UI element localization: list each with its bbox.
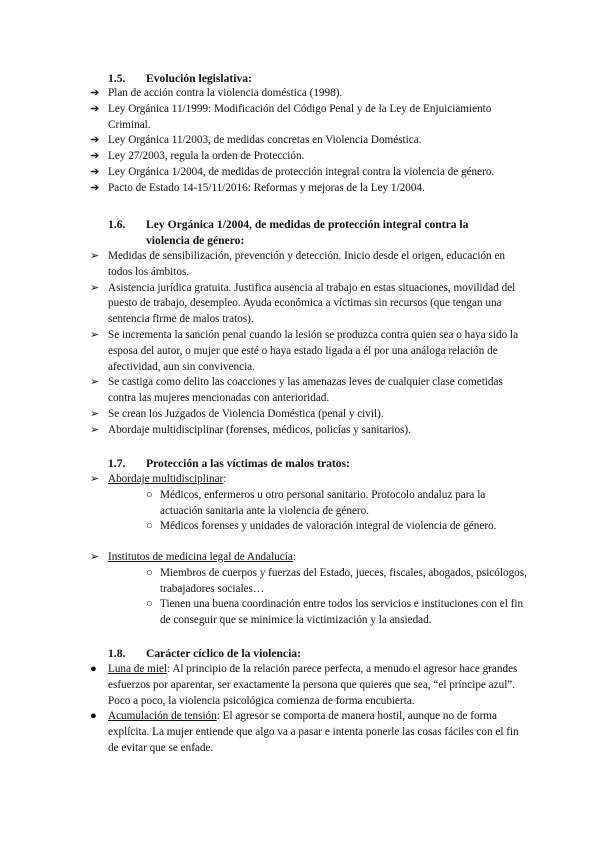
section-title: Protección a las víctimas de malos tratos: xyxy=(146,457,350,470)
section-number: 1.8. xyxy=(108,647,126,660)
list-item: ➢ Institutos de medicina legal de Andalucía: ○ Miembros de cuerpos y fuerzas del Estado, jueces, fiscales, abogados, psicólogos, trabajadores sociales… ○ Tienen una buena coordinación entre todos los servicios e instituciones con el fin de conseguir que se minimice la victimización y la ansiedad. xyxy=(90,550,530,629)
section-number: 1.7. xyxy=(108,457,126,470)
section-heading-1-5 xyxy=(108,71,252,87)
section-heading-1-8 xyxy=(108,646,301,662)
list-item: ➔ Ley Orgánica 1/2004, de medidas de protección integral contra la violencia de género. xyxy=(90,165,530,181)
section-title-continued: violencia de género: xyxy=(146,233,245,247)
list-item: ➢ Abordaje multidisciplinar (forenses, médicos, policías y sanitarios). xyxy=(90,423,530,439)
sub-list-item: ○ Miembros de cuerpos y fuerzas del Estado, jueces, fiscales, abogados, psicólogos, trabajadores sociales… xyxy=(146,566,527,595)
arrow-icon: ➔ xyxy=(90,150,100,163)
arrowhead-icon: ➢ xyxy=(90,407,100,420)
victim-protection-group-2 xyxy=(90,550,530,629)
list-item: ➔ Pacto de Estado 14-15/11/2016: Reformas y mejoras de la Ley 1/2004. xyxy=(90,181,530,197)
list-item: ➢ Se castiga como delito las coacciones y las amenazas leves de cualquier clase cometidas contra las mujeres mencionadas con anterioridad. xyxy=(90,376,503,405)
sub-list xyxy=(108,566,530,629)
law-measures-list xyxy=(90,249,530,439)
section-title: Carácter cíclico de la violencia: xyxy=(146,647,301,660)
arrow-icon: ➔ xyxy=(90,87,100,99)
list-item: ➢ Abordaje multidisciplinar: ○ Médicos, enfermeros u otro personal sanitario. Protocolo andaluz para la actuación sanitaria ante la violencia de género. ○ Médicos forenses y unidades de valoración integral de violencia de género. xyxy=(90,472,530,535)
victim-protection-group-1 xyxy=(90,472,530,535)
list-item: ➢ Asistencia jurídica gratuita. Justifica ausencia al trabajo en estas situaciones, movilidad del puesto de trabajo, desempleo. Ayuda económica a víctimas sin recursos (que tengan una sentencia firme de malos tratos). xyxy=(90,281,516,326)
arrowhead-icon: ➢ xyxy=(90,376,100,389)
arrow-icon: ➔ xyxy=(90,165,100,178)
section-number: 1.6. xyxy=(108,218,126,231)
list-item: ➢ Se crean los Juzgados de Violencia Doméstica (penal y civil). xyxy=(90,407,530,423)
circle-bullet-icon: ○ xyxy=(146,598,153,611)
arrowhead-icon: ➢ xyxy=(90,250,100,262)
arrowhead-icon: ➢ xyxy=(90,281,100,294)
list-item: ➢ Medidas de sensibilización, prevención y detección. Inicio desde el origen, educación en todos los ámbitos. xyxy=(90,250,506,278)
circle-bullet-icon: ○ xyxy=(146,566,153,579)
bullet-icon: ● xyxy=(90,663,97,675)
arrow-icon: ➔ xyxy=(90,181,100,194)
sub-list-item: ○ Médicos, enfermeros u otro personal sanitario. Protocolo andaluz para la actuación sanitaria ante la violencia de género. xyxy=(146,488,486,517)
violence-cycle-list xyxy=(90,662,530,757)
sub-list-item: ○ Tienen una buena coordinación entre todos los servicios e instituciones con el fin de conseguir que se minimice la victimización y la ansiedad. xyxy=(146,598,524,627)
list-item: ➔ Ley 27/2003, regula la orden de Protección. xyxy=(90,149,530,165)
list-item: ● Acumulación de tensión: El agresor se comporta de manera hostil, aunque no de forma explícita. La mujer entiende que algo va a pasar e intenta ponerle las cosas fáciles con el fin de evitar que se enfade. xyxy=(90,710,519,754)
section-title: Ley Orgánica 1/2004, de medidas de protección integral contra la xyxy=(146,218,469,231)
arrowhead-icon: ➢ xyxy=(90,328,100,341)
list-item: ➔ Ley Orgánica 11/1999: Modificación del Código Penal y de la Ley de Enjuiciamiento Criminal. xyxy=(90,102,492,131)
arrow-icon: ➔ xyxy=(90,102,100,115)
legislation-list xyxy=(90,86,530,197)
section-heading-1-6 xyxy=(108,217,508,249)
sub-list xyxy=(108,488,530,535)
arrowhead-icon: ➢ xyxy=(90,473,100,485)
section-heading-1-7 xyxy=(108,456,350,472)
list-item: ➔ Plan de acción contra la violencia doméstica (1998). xyxy=(90,86,530,102)
arrowhead-icon: ➢ xyxy=(90,551,100,563)
section-number: 1.5. xyxy=(108,72,126,85)
list-item: ● Luna de miel: Al principio de la relación parece perfecta, a menudo el agresor hace grandes esfuerzos por aparentar, ser exactamente la persona que quieres que sea, “el príncipe azul”. Poco a poco, la violencia psicológica comienza de forma encubierta. xyxy=(90,663,518,707)
arrowhead-icon: ➢ xyxy=(90,423,100,436)
arrow-icon: ➔ xyxy=(90,134,100,147)
section-title: Evolución legislativa: xyxy=(146,72,252,85)
circle-bullet-icon: ○ xyxy=(146,520,153,533)
list-item: ➔ Ley Orgánica 11/2003, de medidas concretas en Violencia Doméstica. xyxy=(90,133,530,149)
circle-bullet-icon: ○ xyxy=(146,488,153,501)
sub-list-item: ○ Médicos forenses y unidades de valoración integral de violencia de género. xyxy=(124,519,530,535)
bullet-icon: ● xyxy=(90,710,97,723)
list-item: ➢ Se incrementa la sanción penal cuando la lesión se produzca contra quien sea o haya sido la esposa del autor, o mujer que esté o haya estado ligada a él por una análoga relación de afectividad, aun sin convivencia. xyxy=(90,328,519,373)
